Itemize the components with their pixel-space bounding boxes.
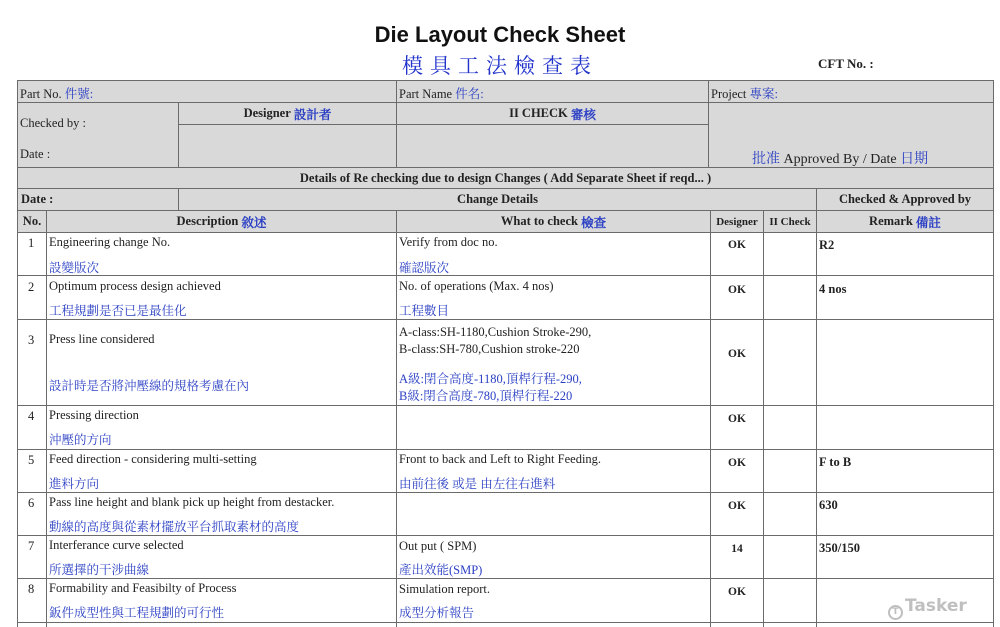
row-description-en: Engineering change No. xyxy=(49,235,171,249)
row-number: 6 xyxy=(28,496,35,510)
row-what-zh: 工程數目 xyxy=(399,304,450,318)
col-what-en: What to check xyxy=(500,214,578,228)
row-what-en: No. of operations (Max. 4 nos) xyxy=(399,279,554,293)
row-ii-check[interactable] xyxy=(764,320,816,405)
part-name-label-en: Part Name xyxy=(399,87,453,101)
row-description-zh: 鈑件成型性與工程規劃的可行性 xyxy=(49,606,225,620)
approved-label-zh-2: 日期 xyxy=(900,152,929,167)
col-what-zh: 檢查 xyxy=(581,215,607,230)
row-description-zh: 設計時是否將沖壓線的規格考慮在內 xyxy=(49,379,250,393)
sheet-subtitle: 模具工法檢查表 xyxy=(402,54,598,78)
row-what-zh-line-2: B級:閉合高度-780,頂桿行程-220 xyxy=(399,389,573,403)
row-what-en: Verify from doc no. xyxy=(399,235,498,249)
row-remark: F to B xyxy=(819,455,852,469)
row-description-zh: 工程規劃是否已是最佳化 xyxy=(49,304,187,318)
tasker-logo-icon: T xyxy=(888,605,903,620)
recheck-date-label: Date : xyxy=(21,192,54,206)
col-remark-en: Remark xyxy=(869,214,913,228)
row-remark: 630 xyxy=(819,498,838,512)
designer-header xyxy=(179,103,396,124)
row-description-en: Feed direction - considering multi-setting xyxy=(49,452,257,466)
row-ii-check[interactable] xyxy=(764,536,816,578)
ii-check-header-zh: 審核 xyxy=(570,107,596,122)
row-remark: R2 xyxy=(819,238,835,252)
row-number: 1 xyxy=(28,236,35,250)
row-description-en: Formability and Feasibilty of Process xyxy=(49,581,237,595)
row-description-zh: 所選擇的干涉曲線 xyxy=(49,563,150,577)
part-no-label-en: Part No. xyxy=(20,87,62,101)
col-what-header xyxy=(397,211,710,232)
row-designer-check[interactable]: 14 xyxy=(731,542,743,555)
row-description-zh: 沖壓的方向 xyxy=(49,433,112,447)
part-name-label-zh: 件名: xyxy=(455,87,484,101)
row-description-zh: 進料方向 xyxy=(49,477,100,491)
ii-check-header xyxy=(397,103,708,124)
row-what-en-line-2: B-class:SH-780,Cushion stroke-220 xyxy=(399,342,580,356)
col-remark-header xyxy=(817,211,993,232)
checked-approved-header: Checked & Approved by xyxy=(838,192,972,206)
designer-header-en: Designer xyxy=(243,106,291,120)
row-designer-check[interactable]: OK xyxy=(728,413,746,425)
project-label-en: Project xyxy=(711,87,747,101)
row-number: 2 xyxy=(28,280,35,294)
row-what-zh: 產出效能(SMP) xyxy=(399,563,483,577)
row-designer-check[interactable]: OK xyxy=(728,585,746,598)
project-label xyxy=(711,84,778,102)
designer-header-zh: 設計者 xyxy=(293,107,332,122)
col-remark-zh: 備註 xyxy=(915,215,941,230)
row-ii-check[interactable] xyxy=(764,406,816,449)
ii-check-header-en: II CHECK xyxy=(509,106,568,120)
tasker-watermark xyxy=(888,596,967,620)
row-what-en: Front to back and Left to Right Feeding. xyxy=(399,452,602,466)
row-description-zh: 動線的高度與從素材擺放平台抓取素材的高度 xyxy=(49,520,300,534)
col-description-en: Description xyxy=(176,214,239,228)
row-description-en: Interferance curve selected xyxy=(49,538,184,552)
tasker-watermark-text: Tasker xyxy=(905,596,967,616)
row-ii-check[interactable] xyxy=(764,450,816,492)
ii-check-signature-box[interactable] xyxy=(397,125,708,167)
row-number: 7 xyxy=(28,539,35,553)
row-designer-check[interactable]: OK xyxy=(728,239,746,251)
row-what-en: Simulation report. xyxy=(399,582,490,596)
approved-by-label xyxy=(752,148,928,168)
row-ii-check[interactable] xyxy=(764,233,816,275)
project-label-zh: 專案: xyxy=(749,87,779,101)
row-description-en: Pass line height and blank pick up height from destacker. xyxy=(49,495,335,509)
row-number: 8 xyxy=(28,582,35,596)
row-what-zh: 確認版次 xyxy=(399,261,450,275)
row-description-en: Optimum process design achieved xyxy=(49,279,221,293)
recheck-banner: Details of Re checking due to design Changes ( Add Separate Sheet if reqd... ) xyxy=(299,170,712,185)
date-label: Date : xyxy=(20,147,51,161)
row-what-en: A-class:SH-1180,Cushion Stroke-290, xyxy=(399,325,592,339)
part-name-label xyxy=(399,84,484,102)
change-details-header: Change Details xyxy=(457,192,538,206)
col-description-zh: 敘述 xyxy=(241,215,267,230)
row-designer-check[interactable]: OK xyxy=(728,499,746,512)
row-ii-check[interactable] xyxy=(764,579,816,622)
approved-label-en: Approved By / Date xyxy=(783,152,897,167)
row-remark: 4 nos xyxy=(819,282,847,296)
row-number: 5 xyxy=(28,453,35,467)
row-number: 4 xyxy=(28,409,35,423)
row-what-zh: A級:閉合高度-1180,頂桿行程-290, xyxy=(399,372,582,386)
row-number: 3 xyxy=(28,333,35,347)
col-ii-check-header: II Check xyxy=(769,215,811,228)
part-no-label-zh: 件號: xyxy=(64,87,94,101)
checked-by-label: Checked by : xyxy=(20,116,86,130)
row-description-en: Pressing direction xyxy=(49,408,139,422)
col-designer-header: Designer xyxy=(716,215,758,228)
row-designer-check[interactable]: OK xyxy=(728,456,746,469)
row-ii-check[interactable] xyxy=(764,276,816,319)
row-what-zh: 由前往後 或是 由左往右進料 xyxy=(399,477,556,491)
col-description-header xyxy=(47,211,396,232)
designer-signature-box[interactable] xyxy=(179,125,396,167)
cft-number-label: CFT No. : xyxy=(818,56,874,71)
row-what-en: Out put ( SPM) xyxy=(399,539,477,553)
row-remark: 350/150 xyxy=(819,541,860,555)
row-ii-check[interactable] xyxy=(764,493,816,535)
row-description-zh: 設變版次 xyxy=(49,261,100,275)
row-what-zh: 成型分析報告 xyxy=(399,606,475,620)
approved-label-zh-1: 批准 xyxy=(752,152,780,167)
row-description-en: Press line considered xyxy=(49,332,155,346)
col-no-header: No. xyxy=(22,214,42,228)
row-designer-check[interactable]: OK xyxy=(728,348,746,360)
row-designer-check[interactable]: OK xyxy=(728,283,746,296)
part-no-label xyxy=(20,84,93,102)
sheet-title: Die Layout Check Sheet xyxy=(374,22,626,47)
